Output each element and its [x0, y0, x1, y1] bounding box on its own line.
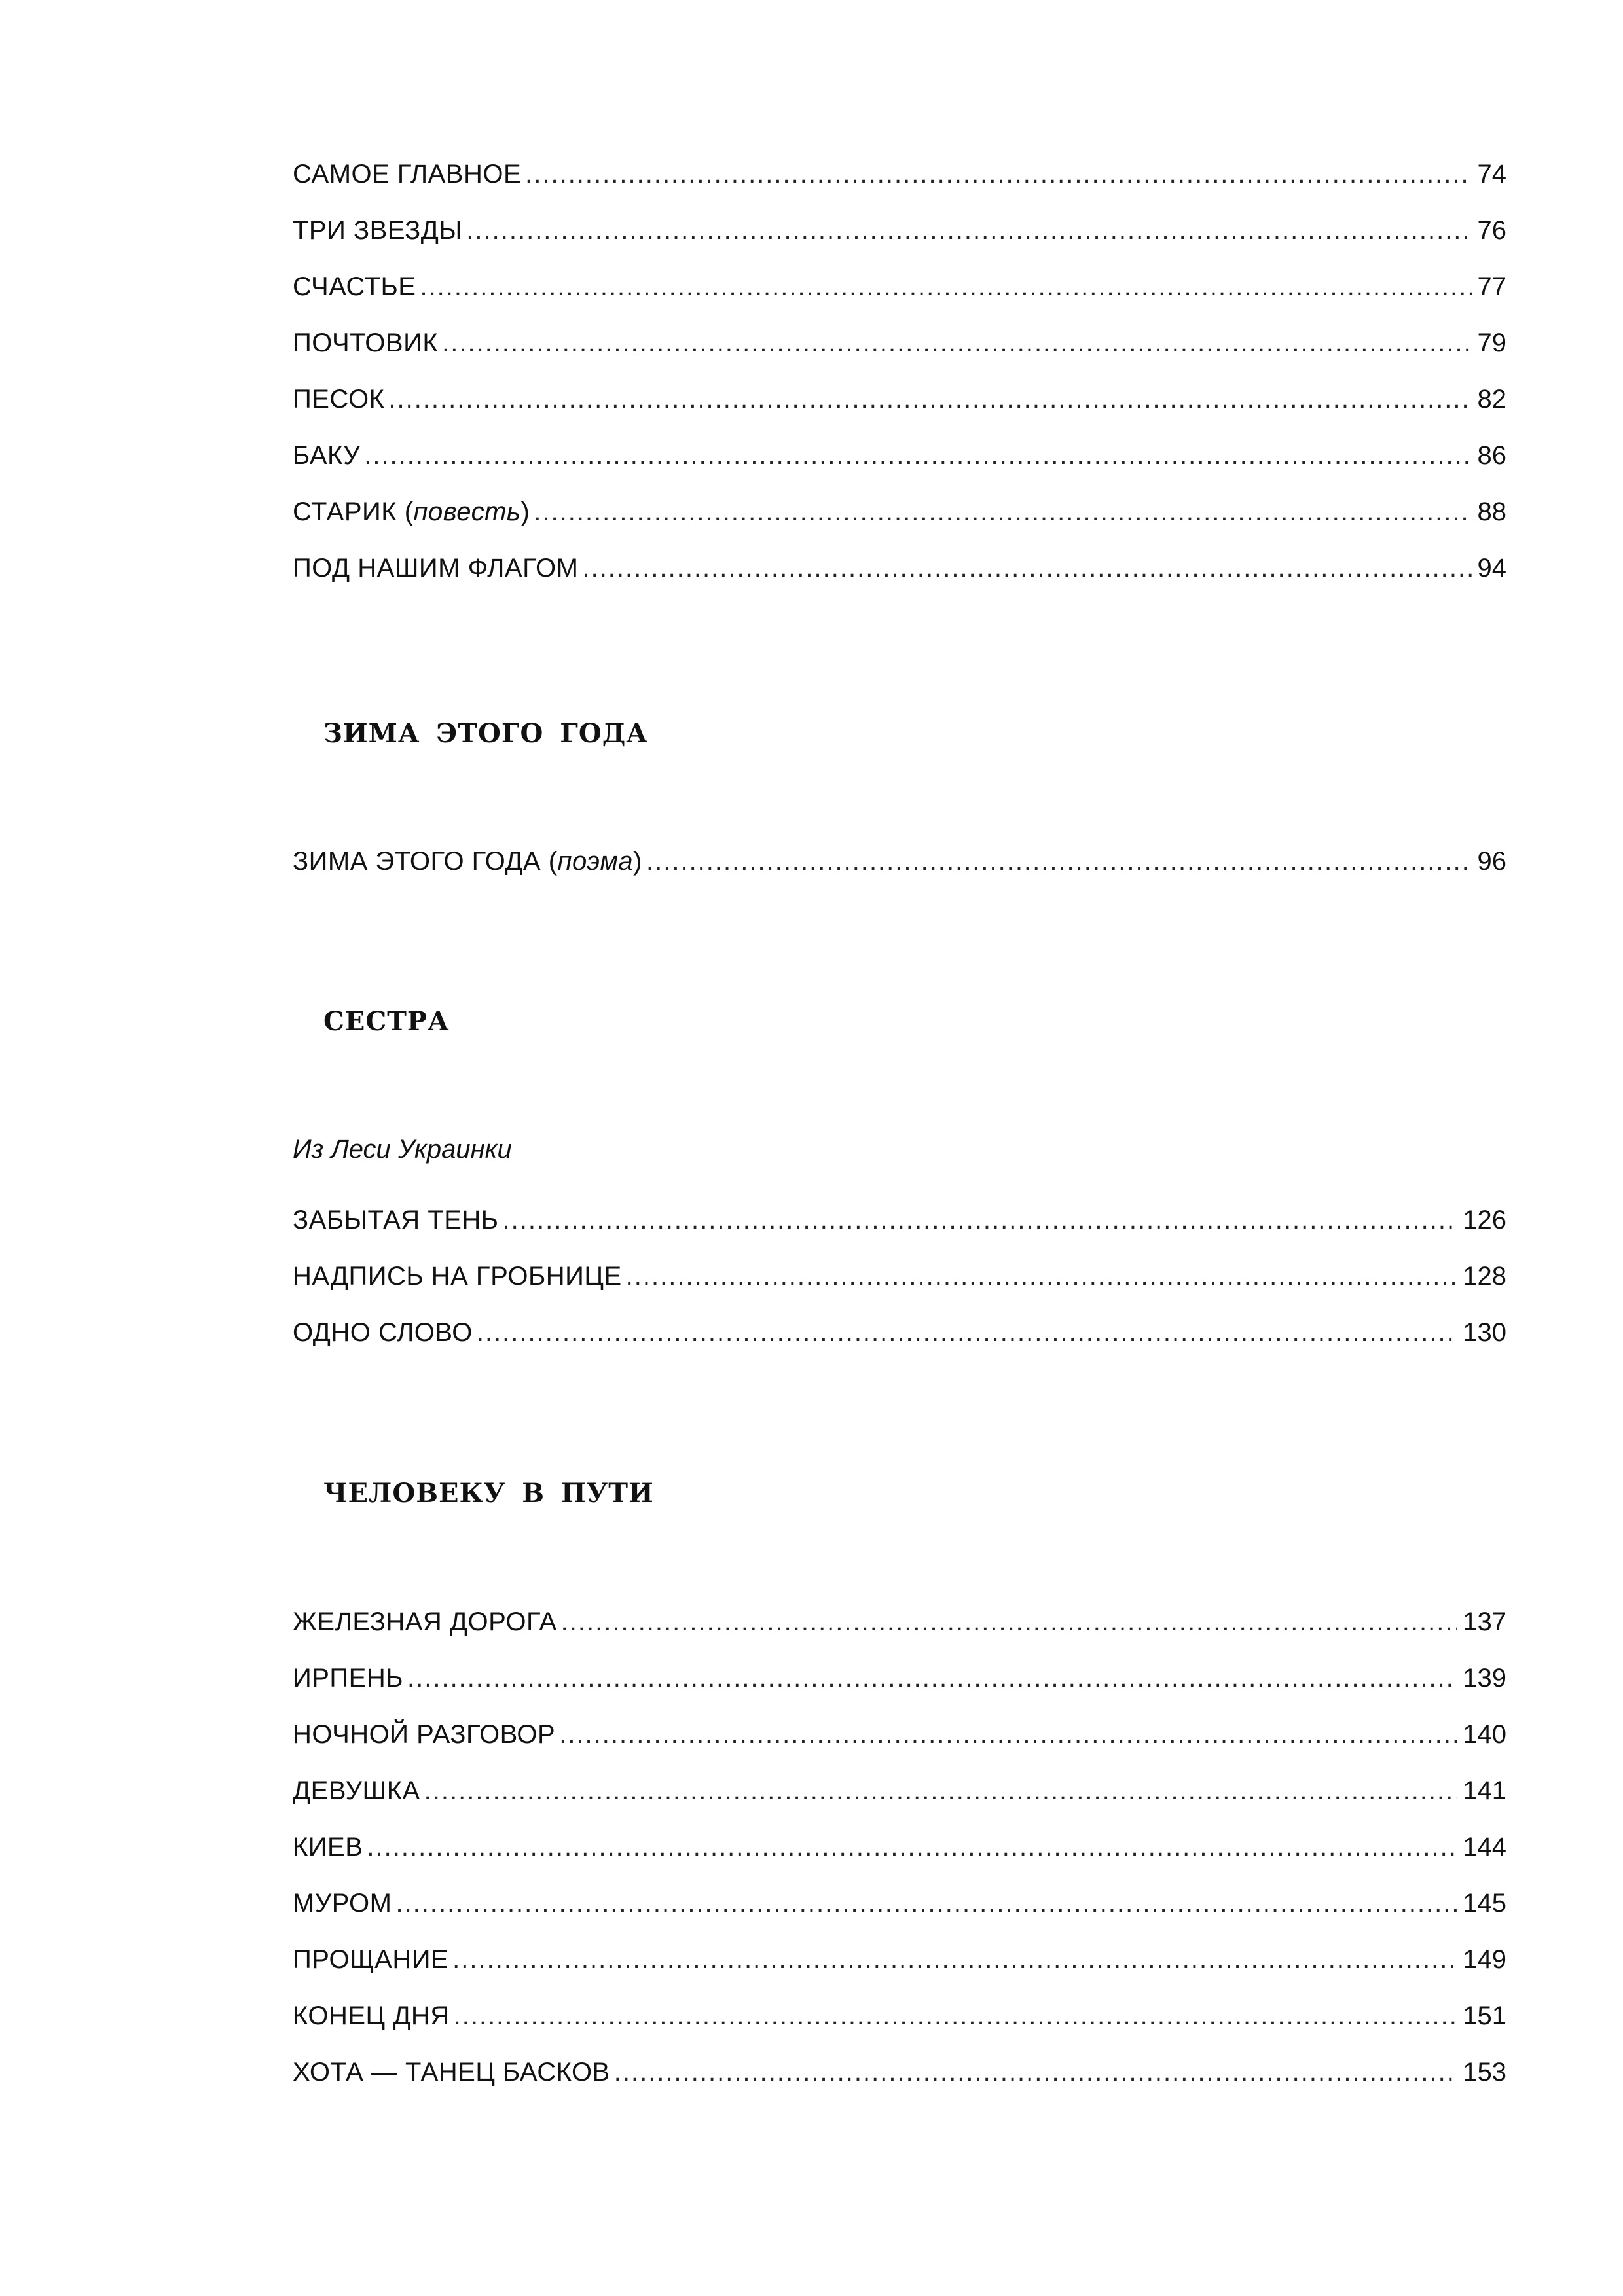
- toc-leader-dots: [388, 380, 1472, 419]
- toc-leader-dots: [561, 1602, 1458, 1641]
- toc-entry-page: 137: [1463, 1607, 1506, 1636]
- toc-entry[interactable]: [293, 1602, 1506, 1641]
- toc-leader-dots: [364, 436, 1472, 475]
- toc-entry[interactable]: [293, 1940, 1506, 1979]
- section-heading: ЧЕЛОВЕКУ В ПУТИ: [323, 1478, 654, 1509]
- toc-entry-title: ПЕСОК: [293, 385, 385, 414]
- toc-entry-title: БАКУ: [293, 441, 361, 470]
- toc-entry-page: 76: [1477, 216, 1506, 245]
- toc-entry[interactable]: [293, 1659, 1506, 1698]
- section-heading: СЕСТРА: [323, 1006, 450, 1037]
- toc-entry[interactable]: [293, 2053, 1506, 2092]
- toc-entry-page: 140: [1463, 1720, 1506, 1749]
- toc-entry-title: ОДНО СЛОВО: [293, 1318, 473, 1347]
- toc-entry-title: ЖЕЛЕЗНАЯ ДОРОГА: [293, 1607, 557, 1636]
- section-heading: ЗИМА ЭТОГО ГОДА: [323, 718, 648, 749]
- toc-entry[interactable]: [293, 211, 1506, 250]
- toc-leader-dots: [582, 548, 1472, 588]
- toc-leader-dots: [420, 267, 1472, 306]
- toc-entry-page: 145: [1463, 1889, 1506, 1918]
- toc-leader-dots: [466, 211, 1472, 250]
- toc-entry-page: 153: [1463, 2058, 1506, 2087]
- toc-leader-dots: [646, 842, 1472, 881]
- toc-entry-page: 88: [1477, 497, 1506, 526]
- toc-leader-dots: [367, 1827, 1457, 1867]
- toc-leader-dots: [525, 154, 1472, 194]
- toc-entry-title: ИРПЕНЬ: [293, 1664, 403, 1693]
- toc-entry[interactable]: [293, 436, 1506, 475]
- toc-entry[interactable]: [293, 492, 1506, 531]
- toc-entry-page: 151: [1463, 2001, 1506, 2030]
- toc-leader-dots: [614, 2053, 1458, 2092]
- section-subheading: Из Леси Украинки: [293, 1135, 512, 1164]
- toc-entry[interactable]: [293, 1313, 1506, 1352]
- toc-entry[interactable]: [293, 154, 1506, 194]
- toc-entry-page: 82: [1477, 385, 1506, 414]
- toc-leader-dots: [442, 323, 1472, 363]
- toc-leader-dots: [452, 1940, 1457, 1979]
- toc-entry-page: 86: [1477, 441, 1506, 470]
- toc-entry-title: МУРОМ: [293, 1889, 392, 1918]
- toc-entry[interactable]: [293, 1884, 1506, 1923]
- toc-leader-dots: [477, 1313, 1457, 1352]
- toc-leader-dots: [424, 1771, 1458, 1810]
- toc-entry[interactable]: [293, 1715, 1506, 1754]
- toc-entry-title: ХОТА — ТАНЕЦ БАСКОВ: [293, 2058, 610, 2087]
- toc-entry-page: 79: [1477, 329, 1506, 357]
- toc-entry[interactable]: [293, 1771, 1506, 1810]
- toc-entry-title: ПОД НАШИМ ФЛАГОМ: [293, 554, 579, 583]
- toc-entry-title: КОНЕЦ ДНЯ: [293, 2001, 450, 2030]
- toc-entry[interactable]: [293, 380, 1506, 419]
- toc-entry-title: ПОЧТОВИК: [293, 329, 439, 357]
- toc-entry[interactable]: [293, 548, 1506, 588]
- toc-leader-dots: [534, 492, 1472, 531]
- toc-entry-page: 144: [1463, 1833, 1506, 1861]
- toc-entry-page: 74: [1477, 160, 1506, 188]
- toc-leader-dots: [503, 1200, 1458, 1240]
- toc-entry-page: 126: [1463, 1206, 1506, 1234]
- toc-entry[interactable]: [293, 1996, 1506, 2036]
- toc-entry-page: 96: [1477, 847, 1506, 876]
- toc-entry-page: 149: [1463, 1945, 1506, 1974]
- toc-entry-title: ПРОЩАНИЕ: [293, 1945, 449, 1974]
- toc-leader-dots: [454, 1996, 1458, 2036]
- toc-entry-title: НОЧНОЙ РАЗГОВОР: [293, 1720, 556, 1749]
- toc-entry-title: САМОЕ ГЛАВНОЕ: [293, 160, 522, 188]
- toc-entry-title: ТРИ ЗВЕЗДЫ: [293, 216, 463, 245]
- toc-entry-title: КИЕВ: [293, 1833, 363, 1861]
- toc-entry-title-italic: повесть: [413, 497, 521, 526]
- toc-entry-title: СЧАСТЬЕ: [293, 272, 416, 301]
- toc-entry[interactable]: [293, 267, 1506, 306]
- toc-entry-page: 128: [1463, 1262, 1506, 1291]
- toc-entry-page: 141: [1463, 1776, 1506, 1805]
- toc-entry-title: ЗАБЫТАЯ ТЕНЬ: [293, 1206, 499, 1234]
- toc-leader-dots: [395, 1884, 1457, 1923]
- toc-entry[interactable]: [293, 1200, 1506, 1240]
- toc-entry-page: 130: [1463, 1318, 1506, 1347]
- toc-leader-dots: [407, 1659, 1457, 1698]
- toc-entry[interactable]: [293, 842, 1506, 881]
- toc-entry[interactable]: [293, 1257, 1506, 1296]
- toc-leader-dots: [559, 1715, 1457, 1754]
- toc-entry-title: СТАРИК (повесть): [293, 497, 530, 526]
- toc-entry-title: НАДПИСЬ НА ГРОБНИЦЕ: [293, 1262, 622, 1291]
- toc-entry-title-italic: поэма: [557, 847, 634, 876]
- toc-entry-page: 139: [1463, 1664, 1506, 1693]
- toc-entry-page: 77: [1477, 272, 1506, 301]
- toc-entry-page: 94: [1477, 554, 1506, 583]
- toc-leader-dots: [626, 1257, 1458, 1296]
- toc-entry[interactable]: [293, 1827, 1506, 1867]
- toc-entry[interactable]: [293, 323, 1506, 363]
- toc-entry-title: ДЕВУШКА: [293, 1776, 420, 1805]
- toc-entry-title: ЗИМА ЭТОГО ГОДА (поэма): [293, 847, 642, 876]
